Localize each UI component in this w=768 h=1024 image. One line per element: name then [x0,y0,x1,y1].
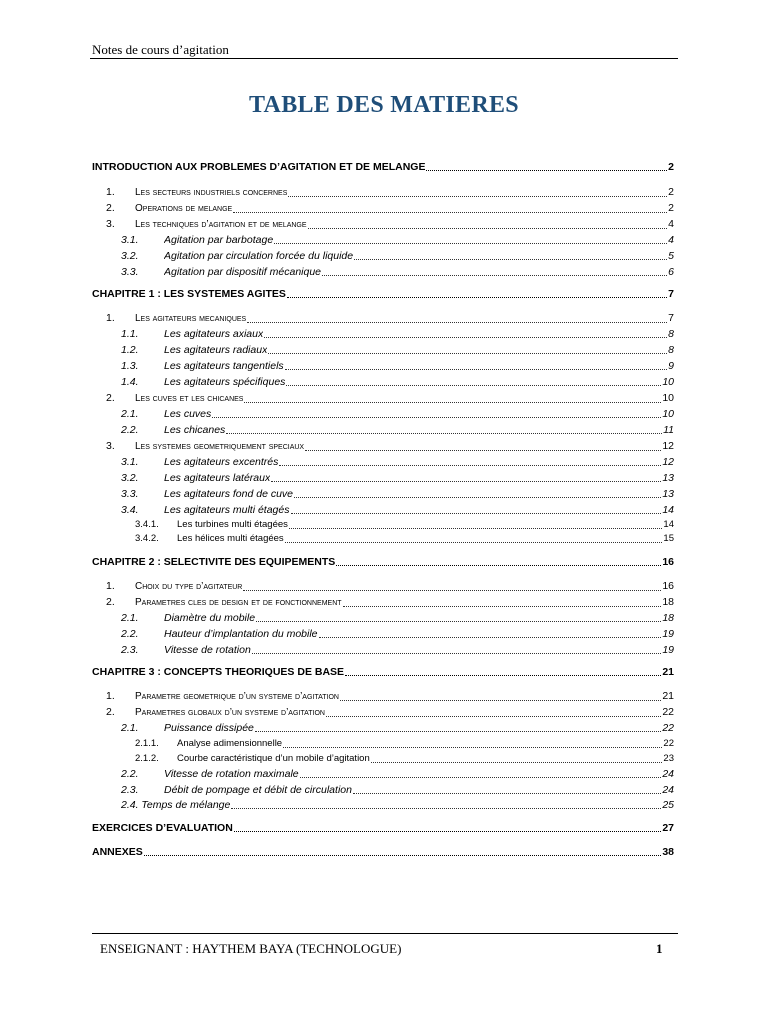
toc-entry-page: 4 [668,218,674,230]
toc-entry-label: CHAPITRE 2 : SELECTIVITE DES EQUIPEMENTS [92,556,336,568]
toc-entry-label: Les agitateurs latéraux [164,472,271,484]
toc-entry-label: Analyse adimensionnelle [177,738,283,749]
toc-entry-page: 14 [663,519,674,530]
toc-entry-number: 2.1. [121,612,139,624]
toc-entry[interactable] [92,627,674,641]
toc-entry-number: 3.4.2. [135,533,159,544]
toc-entry-label: Hauteur d’implantation du mobile [164,628,318,640]
toc-entry-page: 19 [662,644,674,656]
toc-entry-page: 38 [662,846,674,858]
toc-entry-label: Les cuves [164,408,212,420]
toc-entry[interactable] [92,487,674,501]
dot-leader [285,542,663,543]
toc-entry[interactable] [92,391,674,406]
dot-leader [291,513,662,514]
dot-leader [264,337,667,338]
toc-entry-page: 11 [663,424,674,436]
toc-entry-label: Les cuves et les chicanes [135,393,244,404]
toc-entry-label: Les secteurs industriels concernes [135,187,288,198]
toc-entry-page: 21 [662,666,674,678]
toc-entry[interactable] [92,689,674,704]
toc-entry[interactable] [92,185,674,200]
toc-entry-label: EXERCICES D’EVALUATION [92,822,233,834]
toc-entry-number: 3.3. [121,266,139,278]
header-rule [90,58,678,59]
dot-leader [294,497,661,498]
toc-entry[interactable] [92,532,674,546]
toc-entry-page: 18 [662,596,674,608]
toc-entry-page: 10 [662,376,674,388]
toc-entry-label: Choix du type d’agitateur [135,581,243,592]
toc-entry[interactable] [92,643,674,657]
dot-leader [300,777,662,778]
toc-entry-page: 15 [663,533,674,544]
toc-entry[interactable] [92,518,674,532]
toc-entry-page: 9 [668,360,674,372]
toc-entry-number: 2. [106,596,115,608]
toc-entry-number: 2. [106,706,115,718]
toc-entry[interactable] [92,721,674,735]
toc-entry-label: Courbe caractéristique d’un mobile d’agitation [177,753,370,764]
toc-entry-number: 3.2. [121,472,139,484]
toc-entry-label: INTRODUCTION AUX PROBLEMES D’AGITATION ET DE MELANGE [92,161,426,173]
toc-entry[interactable] [92,375,674,389]
dot-leader [285,369,667,370]
toc-entry[interactable] [92,455,674,469]
toc-entry-label: Vitesse de rotation [164,644,251,656]
toc-entry-page: 8 [668,328,674,340]
toc-entry[interactable] [92,217,674,232]
dot-leader [322,275,667,276]
dot-leader [231,808,661,809]
toc-entry-page: 13 [662,472,674,484]
toc-entry-page: 2 [668,202,674,214]
dot-leader [234,831,662,832]
toc-entry[interactable] [92,287,674,301]
toc-entry-label: Débit de pompage et débit de circulation [164,784,352,796]
dot-leader [247,322,667,323]
toc-entry[interactable] [92,611,674,625]
toc-entry-page: 7 [668,312,674,324]
dot-leader [286,385,661,386]
toc-entry[interactable] [92,845,674,859]
dot-leader [252,653,662,654]
footer-author: ENSEIGNANT : HAYTHEM BAYA (TECHNOLOGUE) [100,941,402,956]
dot-leader [343,606,662,607]
toc-entry-label: ANNEXES [92,846,143,858]
toc-entry-page: 8 [668,344,674,356]
toc-entry-label: Vitesse de rotation maximale [164,768,299,780]
toc-entry-label: Les agitateurs tangentiels [164,360,284,372]
dot-leader [274,243,667,244]
toc-entry-label: Diamètre du mobile [164,612,256,624]
toc-entry-number: 1. [106,312,115,324]
dot-leader [233,212,667,213]
dot-leader [319,637,662,638]
toc-entry-page: 16 [662,580,674,592]
toc-entry-label: Les hélices multi étagées [177,533,284,544]
toc-entry[interactable] [92,160,674,174]
toc-entry-label: Les chicanes [164,424,226,436]
toc-entry[interactable] [92,439,674,454]
dot-leader [279,465,661,466]
toc-entry-number: 2.2. [121,768,139,780]
toc-entry-label: Parametres globaux d’un systeme d’agitation [135,707,325,718]
dot-leader [144,855,662,856]
toc-entry-number: 1.1. [121,328,139,340]
toc-entry-number: 2. [106,392,115,404]
toc-entry-number: 3.3. [121,488,139,500]
toc-entry-page: 16 [662,556,674,568]
toc-entry-page: 21 [662,690,674,702]
toc-entry[interactable] [92,752,674,766]
toc-entry-number: 1. [106,186,115,198]
toc-title: TABLE DES MATIERES [249,92,519,118]
dot-leader [326,716,661,717]
toc-entry[interactable] [92,821,674,835]
dot-leader [345,675,661,676]
toc-entry-page: 13 [662,488,674,500]
toc-entry[interactable] [92,767,674,781]
toc-entry-label: Les agitateurs spécifiques [164,376,286,388]
toc-entry-label: Les techniques d’agitation et de melange [135,219,307,230]
toc-entry-page: 22 [663,738,674,749]
toc-entry-label: Les agitateurs excentrés [164,456,279,468]
toc-entry-page: 24 [662,784,674,796]
dot-leader [288,196,667,197]
toc-entry-number: 3. [106,440,115,452]
toc-entry-page: 10 [662,408,674,420]
dot-leader [283,747,662,748]
dot-leader [371,762,663,763]
toc-entry-page: 24 [662,768,674,780]
toc-entry[interactable] [92,737,674,751]
toc-entry-number: 1.4. [121,376,139,388]
dot-leader [255,731,661,732]
toc-entry-number: 2.2. [121,424,139,436]
dot-leader [426,170,667,171]
toc-entry-page: 27 [662,822,674,834]
running-header: Notes de cours d’agitation [92,42,229,57]
toc-entry-page: 22 [662,706,674,718]
toc-entry-label: Les agitateurs radiaux [164,344,268,356]
dot-leader [244,402,661,403]
toc-entry-label: Les turbines multi étagées [177,519,288,530]
toc-entry-number: 2.2. [121,628,139,640]
toc-entry-label: Puissance dissipée [164,722,254,734]
toc-entry-page: 5 [668,250,674,262]
toc-entry-label: CHAPITRE 1 : LES SYSTEMES AGITES [92,288,286,300]
toc-entry[interactable] [92,407,674,421]
toc-entry-label: Parametres cles de design et de fonctionnement [135,597,342,608]
toc-entry-page: 4 [668,234,674,246]
toc-entry-number: 2.3. [121,644,139,656]
footer-rule [92,933,678,934]
toc-entry-number: 3.1. [121,456,139,468]
toc-entry-label: Les systemes geometriquement speciaux [135,441,305,452]
toc-entry-page: 18 [662,612,674,624]
toc-entry[interactable] [92,471,674,485]
toc-entry-page: 2 [668,186,674,198]
toc-entry-number: 2.1.1. [135,738,159,749]
toc-entry-number: 2. [106,202,115,214]
toc-entry-number: 3.4.1. [135,519,159,530]
toc-entry-number: 3.1. [121,234,139,246]
dot-leader [287,297,667,298]
toc-entry[interactable] [92,665,674,679]
toc-entry-page: 6 [668,266,674,278]
toc-entry-label: Les agitateurs fond de cuve [164,488,294,500]
toc-entry-label: Parametre geometrique d’un systeme d’agitation [135,691,339,702]
toc-entry[interactable] [92,343,674,357]
toc-entry-number: 3.2. [121,250,139,262]
toc-entry-label: Les agitateurs mecaniques [135,313,247,324]
dot-leader [226,433,662,434]
toc-entry-page: 22 [662,722,674,734]
toc-entry-number: 2.1.2. [135,753,159,764]
toc-entry-number: 1. [106,690,115,702]
dot-leader [268,353,667,354]
toc-entry-label: Operations de melange [135,203,233,214]
dot-leader [308,228,668,229]
toc-entry-label: CHAPITRE 3 : CONCEPTS THEORIQUES DE BASE [92,666,345,678]
toc-entry-number: 3.4. [121,504,139,516]
footer-page-number: 1 [656,941,663,956]
toc-entry[interactable] [92,798,674,812]
toc-entry[interactable] [92,555,674,569]
toc-entry[interactable] [92,327,674,341]
toc-entry-label: Agitation par dispositif mécanique [164,266,322,278]
dot-leader [256,621,661,622]
toc-entry[interactable] [92,595,674,610]
toc-entry-page: 14 [662,504,674,516]
dot-leader [212,417,661,418]
toc-entry[interactable] [92,265,674,279]
toc-entry-page: 25 [662,799,674,811]
toc-entry-label: Agitation par barbotage [164,234,274,246]
dot-leader [305,450,661,451]
dot-leader [271,481,661,482]
dot-leader [289,528,663,529]
toc-entry[interactable] [92,503,674,517]
toc-entry-page: 2 [668,161,674,173]
toc-entry-label: Agitation par circulation forcée du liquide [164,250,354,262]
toc-entry[interactable] [92,579,674,594]
toc-entry-label: Les agitateurs multi étagés [164,504,290,516]
toc-entry[interactable] [92,249,674,263]
toc-entry-label: Les agitateurs axiaux [164,328,264,340]
toc-entry-label: 2.4. Temps de mélange [121,799,231,811]
toc-entry[interactable] [92,783,674,797]
toc-entry-number: 1.3. [121,360,139,372]
toc-entry-number: 1.2. [121,344,139,356]
toc-entry[interactable] [92,311,674,326]
toc-entry-page: 7 [668,288,674,300]
dot-leader [340,700,661,701]
dot-leader [243,590,661,591]
dot-leader [336,565,661,566]
toc-entry-page: 12 [662,440,674,452]
toc-entry-number: 1. [106,580,115,592]
dot-leader [353,793,661,794]
toc-entry[interactable] [92,359,674,373]
dot-leader [354,259,667,260]
toc-entry[interactable] [92,233,674,247]
toc-entry-number: 3. [106,218,115,230]
toc-entry-page: 23 [663,753,674,764]
toc-entry-page: 10 [662,392,674,404]
toc-entry[interactable] [92,705,674,720]
toc-entry-number: 2.1. [121,408,139,420]
toc-entry-page: 12 [662,456,674,468]
toc-entry-number: 2.3. [121,784,139,796]
toc-entry-number: 2.1. [121,722,139,734]
toc-entry[interactable] [92,201,674,216]
toc-entry[interactable] [92,423,674,437]
toc-entry-page: 19 [662,628,674,640]
